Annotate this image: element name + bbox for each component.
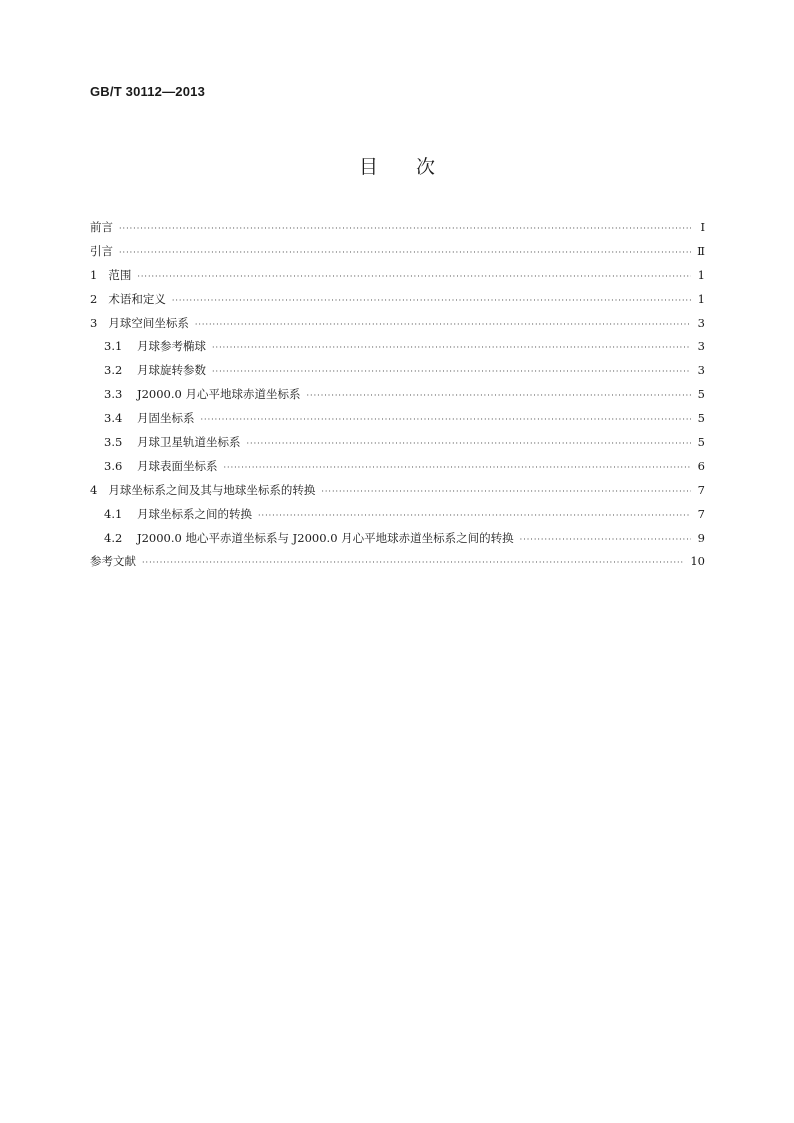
toc-entry-page: 5	[697, 411, 705, 426]
toc-entry-title: 术语和定义	[108, 291, 166, 306]
toc-entry-title: 月球参考椭球	[137, 339, 206, 354]
toc-dot-leader	[307, 384, 691, 408]
toc-entry-number: 3.2	[104, 363, 123, 378]
toc-entry[interactable]	[90, 383, 705, 407]
toc-entry-number: 4.2	[104, 530, 123, 545]
toc-dot-leader	[321, 480, 691, 504]
toc-dot-leader	[119, 217, 691, 241]
toc-entry-page: 1	[697, 267, 705, 282]
toc-entry-title: 月固坐标系	[137, 411, 195, 426]
toc-entry[interactable]	[90, 479, 705, 503]
toc-entry[interactable]	[90, 216, 705, 240]
toc-entry-title: 引言	[90, 243, 113, 258]
toc-dot-leader	[172, 289, 691, 313]
page-title: 目次	[358, 156, 473, 178]
toc-dot-leader	[119, 241, 691, 265]
toc-entry-title: J2000.0 月心平地球赤道坐标系	[137, 387, 301, 402]
toc-entry-number: 3.4	[104, 411, 123, 426]
toc-entry-title: 月球卫星轨道坐标系	[137, 435, 241, 450]
toc-entry-number: 2	[90, 291, 98, 306]
toc-entry[interactable]	[90, 359, 705, 383]
toc-entry-page: 1	[697, 291, 705, 306]
toc-entry[interactable]	[90, 455, 705, 479]
toc-entry[interactable]	[90, 240, 705, 264]
toc-entry-title: 月球空间坐标系	[108, 315, 189, 330]
toc-entry-number: 4.1	[104, 506, 123, 521]
toc-dot-leader	[195, 313, 691, 337]
toc-dot-leader	[520, 528, 691, 552]
toc-entry-title: 前言	[90, 220, 113, 234]
toc-dot-leader	[212, 360, 691, 384]
toc-entry-title: 参考文献	[90, 554, 136, 569]
toc-entry[interactable]	[90, 335, 705, 359]
toc-dot-leader	[137, 265, 691, 289]
toc-entry-page: 5	[697, 387, 705, 402]
toc-entry[interactable]	[90, 407, 705, 431]
toc-entry-title: 范围	[108, 267, 132, 282]
toc-entry-number: 1	[90, 267, 98, 282]
toc-entry-page: Ⅱ	[697, 243, 705, 258]
toc-entry[interactable]	[90, 431, 705, 455]
toc-entry-number: 3.3	[104, 387, 123, 402]
toc-entry-number: 3	[90, 315, 98, 330]
toc-entry-number: 4	[90, 482, 98, 497]
toc-entry[interactable]	[90, 503, 705, 527]
toc-entry-page: 9	[697, 530, 705, 545]
table-of-contents	[90, 216, 705, 574]
toc-entry[interactable]	[90, 312, 705, 336]
toc-entry[interactable]	[90, 264, 705, 288]
toc-entry-page: 3	[697, 363, 705, 378]
toc-entry-title: 月球坐标系之间的转换	[137, 506, 252, 521]
toc-entry-page: Ⅰ	[700, 220, 705, 234]
toc-dot-leader	[212, 336, 691, 360]
toc-entry-number: 3.5	[104, 435, 123, 450]
standard-code: GB/T 30112—2013	[90, 84, 206, 99]
toc-dot-leader	[224, 456, 692, 480]
toc-entry-title: 月球坐标系之间及其与地球坐标系的转换	[108, 482, 316, 497]
toc-entry-page: 3	[697, 315, 705, 330]
toc-entry-title: J2000.0 地心平赤道坐标系与 J2000.0 月心平地球赤道坐标系之间的转换	[137, 530, 514, 545]
toc-entry[interactable]	[90, 288, 705, 312]
toc-entry-title: 月球旋转参数	[137, 363, 206, 378]
toc-entry-page: 5	[697, 435, 705, 450]
toc-dot-leader	[142, 551, 684, 575]
toc-entry-page: 3	[697, 339, 705, 354]
toc-entry-title: 月球表面坐标系	[137, 458, 218, 473]
toc-entry-page: 7	[697, 482, 705, 497]
toc-entry[interactable]	[90, 550, 705, 574]
toc-dot-leader	[201, 408, 692, 432]
toc-entry-number: 3.6	[104, 458, 123, 473]
toc-entry-page: 6	[697, 458, 705, 473]
toc-dot-leader	[258, 504, 691, 528]
toc-entry[interactable]	[90, 527, 705, 551]
toc-dot-leader	[247, 432, 692, 456]
toc-entry-page: 7	[697, 506, 705, 521]
toc-entry-page: 10	[690, 554, 705, 569]
toc-entry-number: 3.1	[104, 339, 123, 354]
